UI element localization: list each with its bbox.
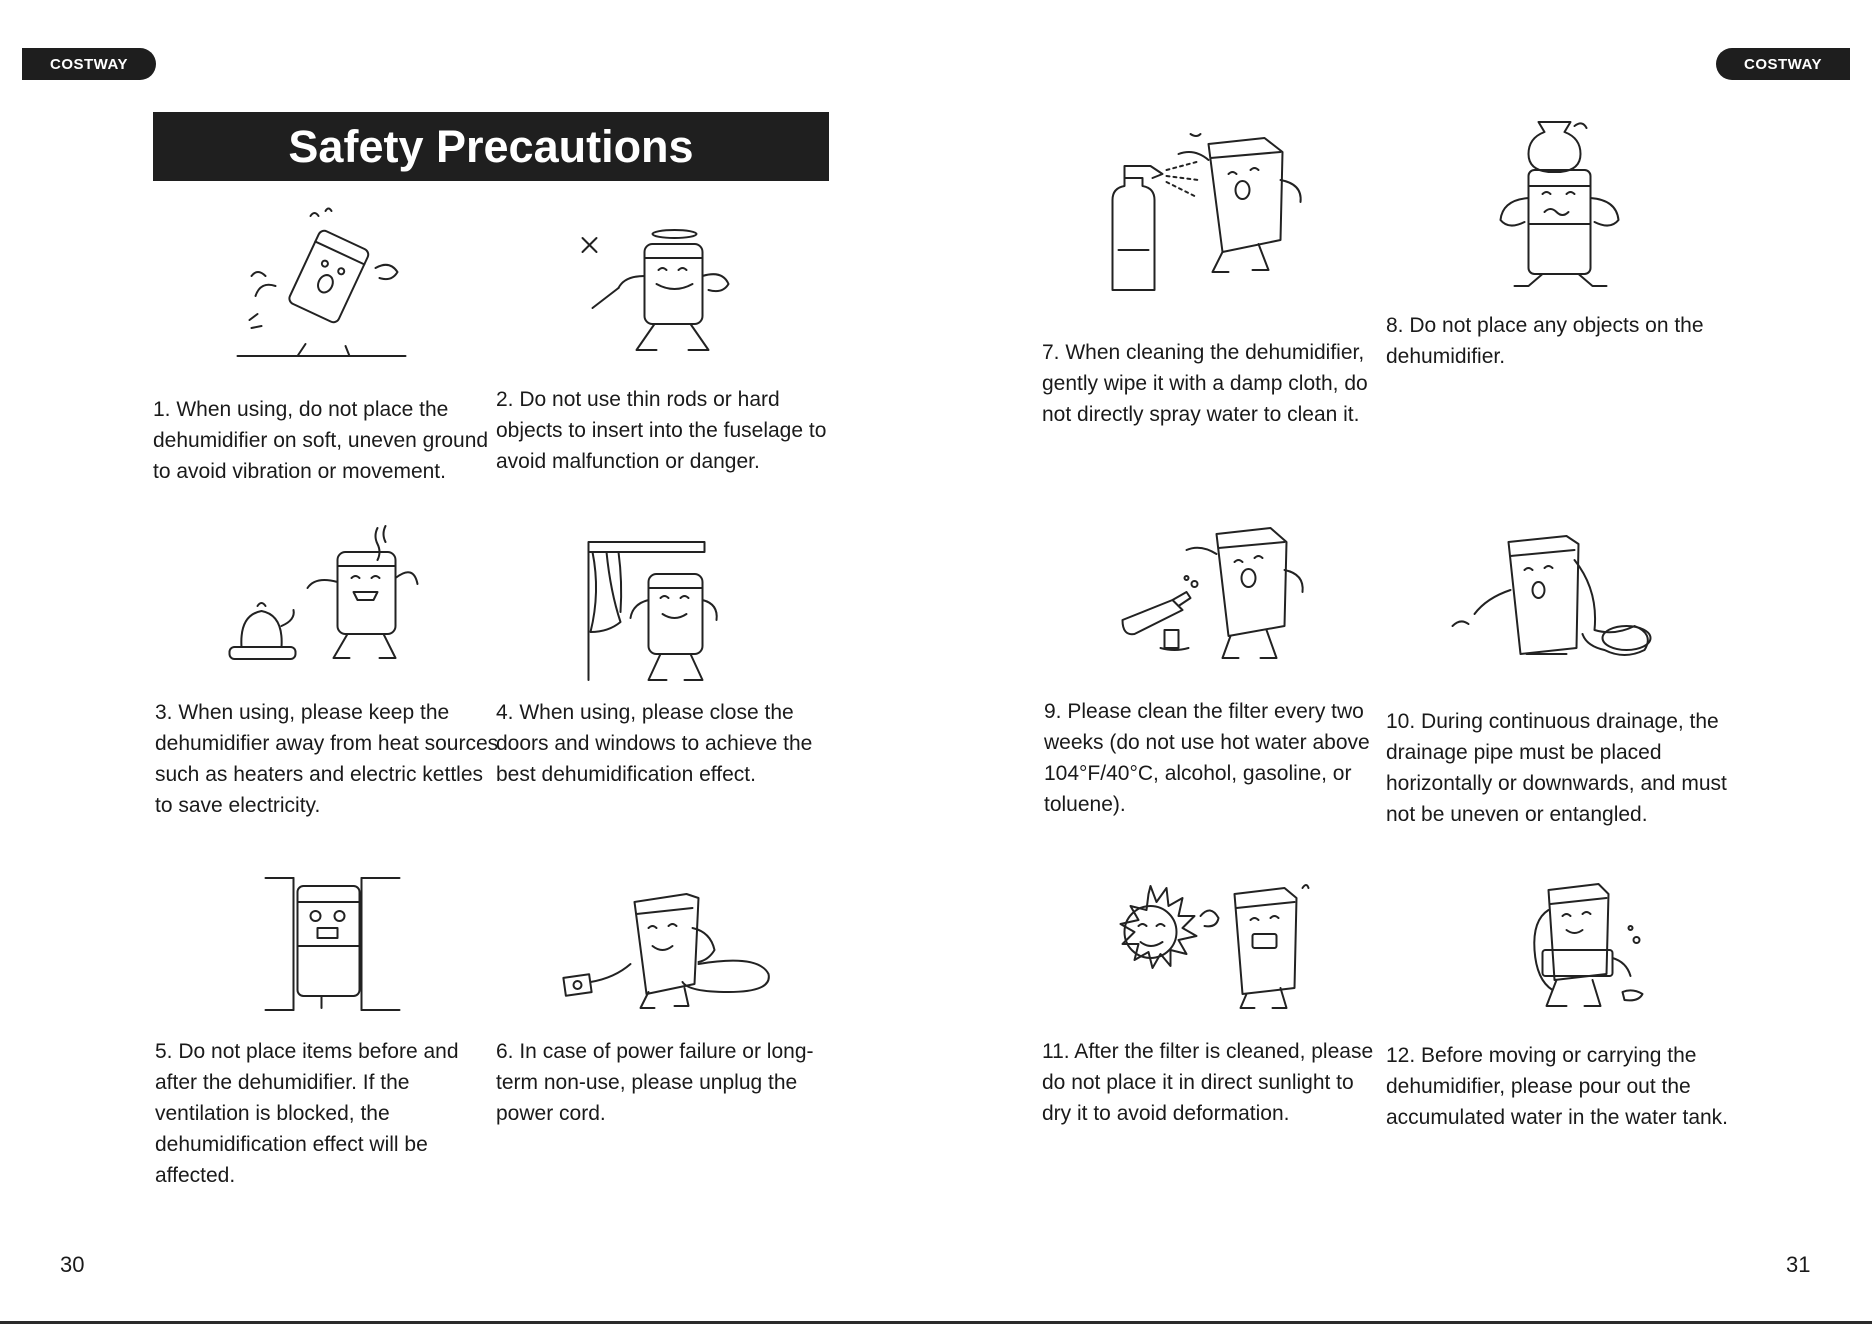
precaution-text-9: 9. Please clean the filter every two weeks (do not use hot water above 104°F/40°C, alcohol, gasoline, or toluene). bbox=[1044, 700, 1370, 816]
dehumidifier-spray-icon bbox=[1042, 130, 1387, 295]
page-title: Safety Precautions bbox=[153, 112, 829, 181]
precaution-text-7: 7. When cleaning the dehumidifier, gently wipe it with a damp cloth, do not directly spray water to clean it. bbox=[1042, 341, 1368, 426]
precaution-item-12 bbox=[1386, 880, 1731, 1133]
precaution-text-5: 5. Do not place items before and after the dehumidifier. If the ventilation is blocked, the dehumidification effect will be affected. bbox=[155, 1040, 459, 1187]
precaution-text-10: 10. During continuous drainage, the drainage pipe must be placed horizontally or downwards, and must not be uneven or entangled. bbox=[1386, 710, 1727, 826]
dehumidifier-falling-icon bbox=[153, 206, 498, 366]
precaution-text-2: 2. Do not use thin rods or hard objects to insert into the fuselage to avoid malfunction or danger. bbox=[496, 388, 827, 473]
dehumidifier-kettle-icon bbox=[155, 522, 500, 667]
precaution-item-11 bbox=[1042, 876, 1387, 1129]
dehumidifier-object-on-top-icon bbox=[1386, 118, 1731, 290]
precaution-text-1: 1. When using, do not place the dehumidifier on soft, uneven ground to avoid vibration or movement. bbox=[153, 398, 489, 483]
precaution-text-11: 11. After the filter is cleaned, please do not place it in direct sunlight to dry it to avoid deformation. bbox=[1042, 1040, 1374, 1125]
brand-logo-left: COSTWAY bbox=[22, 48, 156, 80]
precaution-text-4: 4. When using, please close the doors and windows to achieve the best dehumidification effect. bbox=[496, 701, 813, 786]
dehumidifier-sun-icon bbox=[1042, 876, 1387, 1012]
precaution-item-6 bbox=[496, 888, 841, 1129]
dehumidifier-pour-water-icon bbox=[1386, 880, 1731, 1012]
precaution-text-6: 6. In case of power failure or long-term non-use, please unplug the power cord. bbox=[496, 1040, 814, 1125]
dehumidifier-bottle-icon bbox=[1044, 520, 1389, 670]
brand-logo-right: COSTWAY bbox=[1716, 48, 1850, 80]
precaution-text-8: 8. Do not place any objects on the dehumidifier. bbox=[1386, 314, 1704, 368]
precaution-item-10 bbox=[1386, 530, 1731, 830]
precaution-text-12: 12. Before moving or carrying the dehumidifier, please pour out the accumulated water in the water tank. bbox=[1386, 1044, 1729, 1129]
dehumidifier-window-icon bbox=[496, 540, 841, 685]
precaution-item-2 bbox=[496, 226, 841, 477]
precaution-item-1 bbox=[153, 206, 498, 487]
precaution-item-8 bbox=[1386, 118, 1731, 372]
precaution-item-5 bbox=[155, 876, 500, 1191]
dehumidifier-blocked-icon bbox=[155, 876, 500, 1012]
precaution-item-3 bbox=[155, 522, 500, 821]
precaution-item-9 bbox=[1044, 520, 1389, 820]
dehumidifier-drain-hose-icon bbox=[1386, 530, 1731, 670]
dehumidifier-unplug-icon bbox=[496, 888, 841, 1012]
precaution-text-3: 3. When using, please keep the dehumidifier away from heat sources such as heaters and electric kettles to save electricity. bbox=[155, 701, 499, 817]
page-number-right: 31 bbox=[1786, 1252, 1811, 1277]
dehumidifier-rod-icon bbox=[496, 226, 841, 356]
precaution-item-4 bbox=[496, 540, 841, 790]
precaution-item-7 bbox=[1042, 130, 1387, 430]
page-number-left: 30 bbox=[60, 1252, 85, 1277]
